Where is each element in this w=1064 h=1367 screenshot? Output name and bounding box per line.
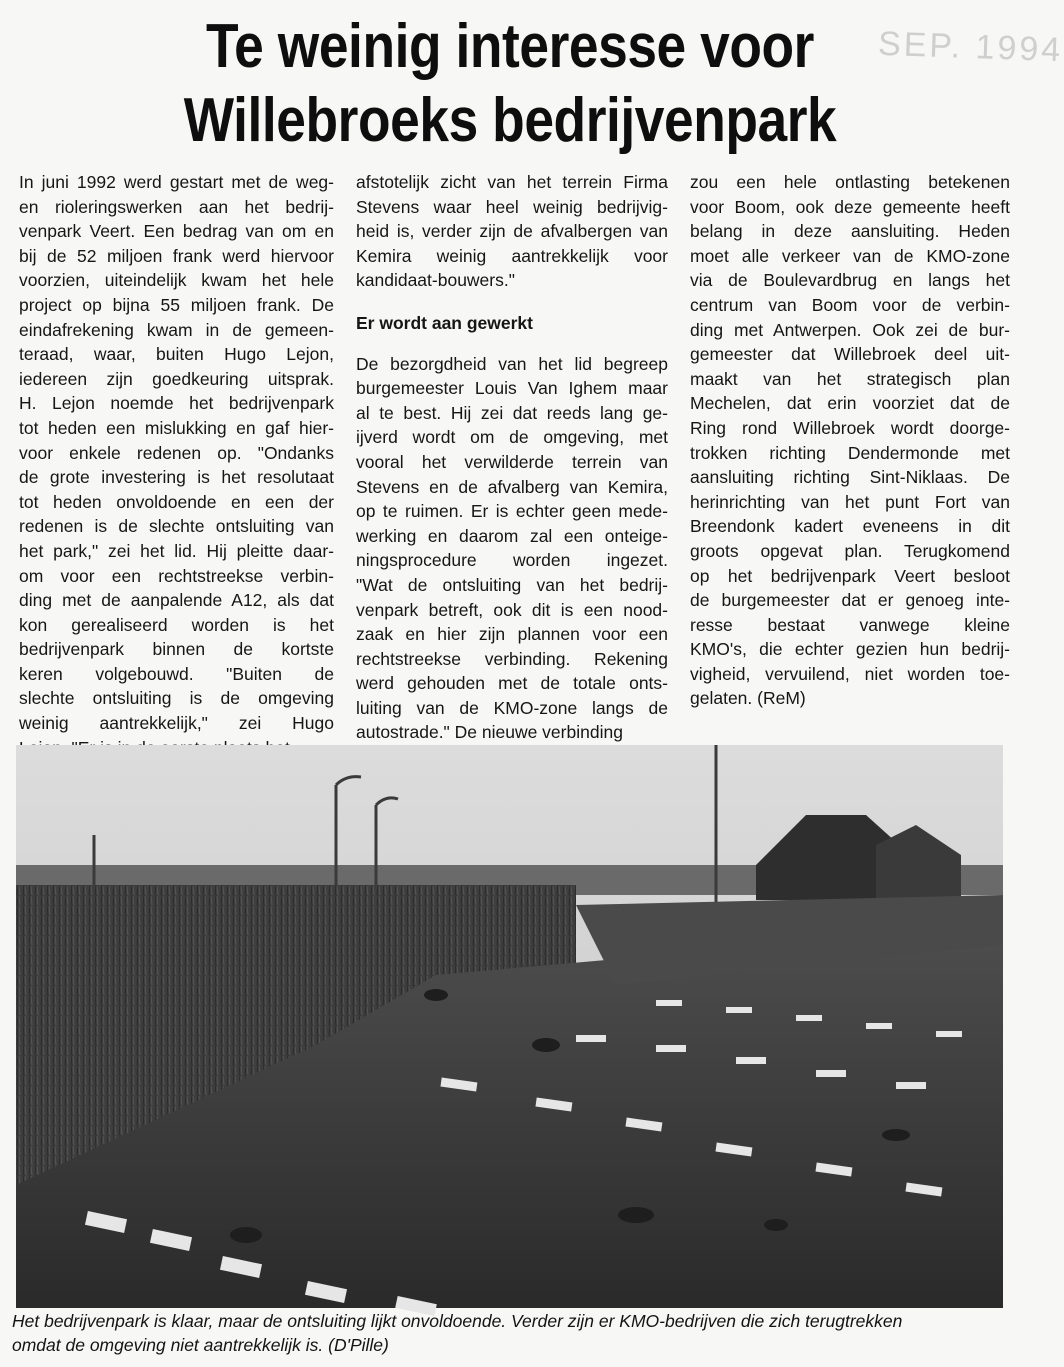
text-line: rechtstreekse verbinding. Rekening <box>356 648 668 669</box>
text-line: bedrijvenpark binnen de kortste <box>19 639 334 660</box>
text-line: In juni 1992 werd gestart met de weg- <box>19 172 334 192</box>
text-line: ding met de aanpalende A12, als dat <box>19 590 334 611</box>
subheading: Er wordt aan gewerkt <box>356 312 533 333</box>
text-line: teraad, waar, buiten Hugo Lejon, <box>19 344 334 365</box>
text-line: weinig aantrekkelijk," zei Hugo <box>19 713 334 734</box>
text-line: vigheid, vervuilend, niet worden toe- <box>690 663 1010 684</box>
text-line: keren volgebouwd. "Buiten de <box>19 663 334 684</box>
text-line: om voor een rechtstreekse verbin- <box>19 565 334 586</box>
caption-line-1: Het bedrijvenpark is klaar, maar de ontsluiting lijkt onvoldoende. Verder zijn er KMO-bedrijven die zich terugtrekken <box>12 1311 903 1331</box>
headline <box>123 10 897 158</box>
headline-line-2: Willebroeks bedrijvenpark <box>183 86 837 155</box>
date-stamp: SEP. 1994 <box>877 24 1064 70</box>
text-line: op het bedrijvenpark Veert besloot <box>690 565 1010 586</box>
text-line: autostrade." De nieuwe verbinding <box>356 722 623 743</box>
caption-line-2: omdat de omgeving niet aantrekkelijk is. (D'Pille) <box>12 1335 389 1355</box>
text-line: kon gerealiseerd worden is het <box>19 614 334 635</box>
text-line: luiting van de KMO-zone langs de <box>356 697 668 718</box>
text-line: via de Boulevardbrug en langs het <box>690 270 1010 291</box>
text-line: project op bijna 55 miljoen frank. De <box>19 294 334 315</box>
article-column-1 <box>19 170 334 760</box>
text-line: de grote investering is het resolutaat <box>19 467 334 488</box>
photo-industrial-park <box>16 745 1003 1308</box>
text-line: vooral het verwilderde terrein van <box>356 451 668 472</box>
article-column-2 <box>356 170 668 745</box>
text-line: tot heden een mislukking en gaf hier- <box>19 417 334 438</box>
text-line: ding met Antwerpen. Ook zei de bur- <box>690 319 1010 340</box>
text-line: en rioleringswerken aan het bedrij- <box>19 196 334 217</box>
text-line: al te best. Hij zei dat reeds lang ge- <box>356 402 668 423</box>
text-line: ijverd wordt om de omgeving, met <box>356 427 668 448</box>
text-line: op te ruimen. Er is echter geen mede- <box>356 501 668 522</box>
text-line: resse bestaat vanwege kleine <box>690 614 1010 635</box>
text-line: trokken richting Dendermonde met <box>690 442 1010 463</box>
text-line: herinrichting van het punt Fort van <box>690 491 1010 512</box>
text-line: voor Boom, ook deze gemeente heeft <box>690 196 1010 217</box>
text-line: heid is, verder zijn de afvalbergen van <box>356 221 668 242</box>
text-line: redenen is de slechte ontsluiting van <box>19 516 334 537</box>
text-line: bij de 52 miljoen frank werd hiervoor <box>19 245 334 266</box>
text-line: werking en daarom zal een onteige- <box>356 525 668 546</box>
text-line: afstotelijk zicht van het terrein Firma <box>356 172 668 192</box>
text-line: centrum van Boom voor de verbin- <box>690 294 1010 315</box>
text-line: Stevens waar heel weinig bedrijvig- <box>356 196 668 217</box>
text-line: "Wat de ontsluiting van het bedrij- <box>356 574 668 595</box>
text-line: werd gehouden met de totale onts- <box>356 673 668 694</box>
text-line: Mechelen, dat erin voorziet dat de <box>690 393 1010 414</box>
photo-caption <box>12 1309 1012 1357</box>
text-line: H. Lejon noemde het bedrijvenpark <box>19 393 334 414</box>
text-line: tot heden onvoldoende en een der <box>19 491 334 512</box>
text-line: maakt van het strategisch plan <box>690 368 1010 389</box>
column-2-body <box>356 352 668 746</box>
headline-line-1: Te weinig interesse voor <box>206 12 814 81</box>
text-line: groots opgevat plan. Terugkomend <box>690 540 1010 561</box>
text-line: voorzien, uiteindelijk kwam het hele <box>19 270 334 291</box>
text-line: kandidaat-bouwers." <box>356 270 515 291</box>
text-line: moet alle verkeer van de KMO-zone <box>690 245 1010 266</box>
text-line: zou een hele ontlasting betekenen <box>690 172 1010 192</box>
text-line: Stevens en de afvalberg van Kemira, <box>356 476 668 497</box>
text-line: gelaten. (ReM) <box>690 688 806 709</box>
text-line: ningsprocedure worden ingezet. <box>356 550 668 571</box>
text-line: de burgemeester dat er genoeg inte- <box>690 590 1010 611</box>
text-line: eindafrekening kwam in de gemeen- <box>19 319 334 340</box>
text-line: aansluiting richting Sint-Niklaas. De <box>690 467 1010 488</box>
text-line: burgemeester Louis Van Ighem maar <box>356 378 668 399</box>
column-2-intro <box>356 170 668 293</box>
text-line: zaak en hier zijn plannen voor een <box>356 624 668 645</box>
text-line: iedereen zijn goedkeuring uitsprak. <box>19 368 334 389</box>
text-line: Ring rond Willebroek wordt doorge- <box>690 417 1010 438</box>
article-column-3 <box>690 170 1010 711</box>
text-line: belang in deze aansluiting. Heden <box>690 221 1010 242</box>
text-line: slechte ontsluiting is de omgeving <box>19 688 334 709</box>
text-line: KMO's, die echter gezien hun bedrij- <box>690 639 1010 660</box>
text-line: het park," zei het lid. Hij pleitte daar- <box>19 540 334 561</box>
text-line: venpark betreft, ook dit is een nood- <box>356 599 668 620</box>
text-line: Breendonk kadert eveneens in dit <box>690 516 1010 537</box>
news-photo <box>16 745 1003 1308</box>
text-line: venpark Veert. Een bedrag van om en <box>19 221 334 242</box>
text-line: voor enkele redenen op. "Ondanks <box>19 442 334 463</box>
text-line: De bezorgdheid van het lid begreep <box>356 353 668 374</box>
text-line: Kemira weinig aantrekkelijk voor <box>356 245 668 266</box>
text-line: gemeester dat Willebroek deel uit- <box>690 344 1010 365</box>
